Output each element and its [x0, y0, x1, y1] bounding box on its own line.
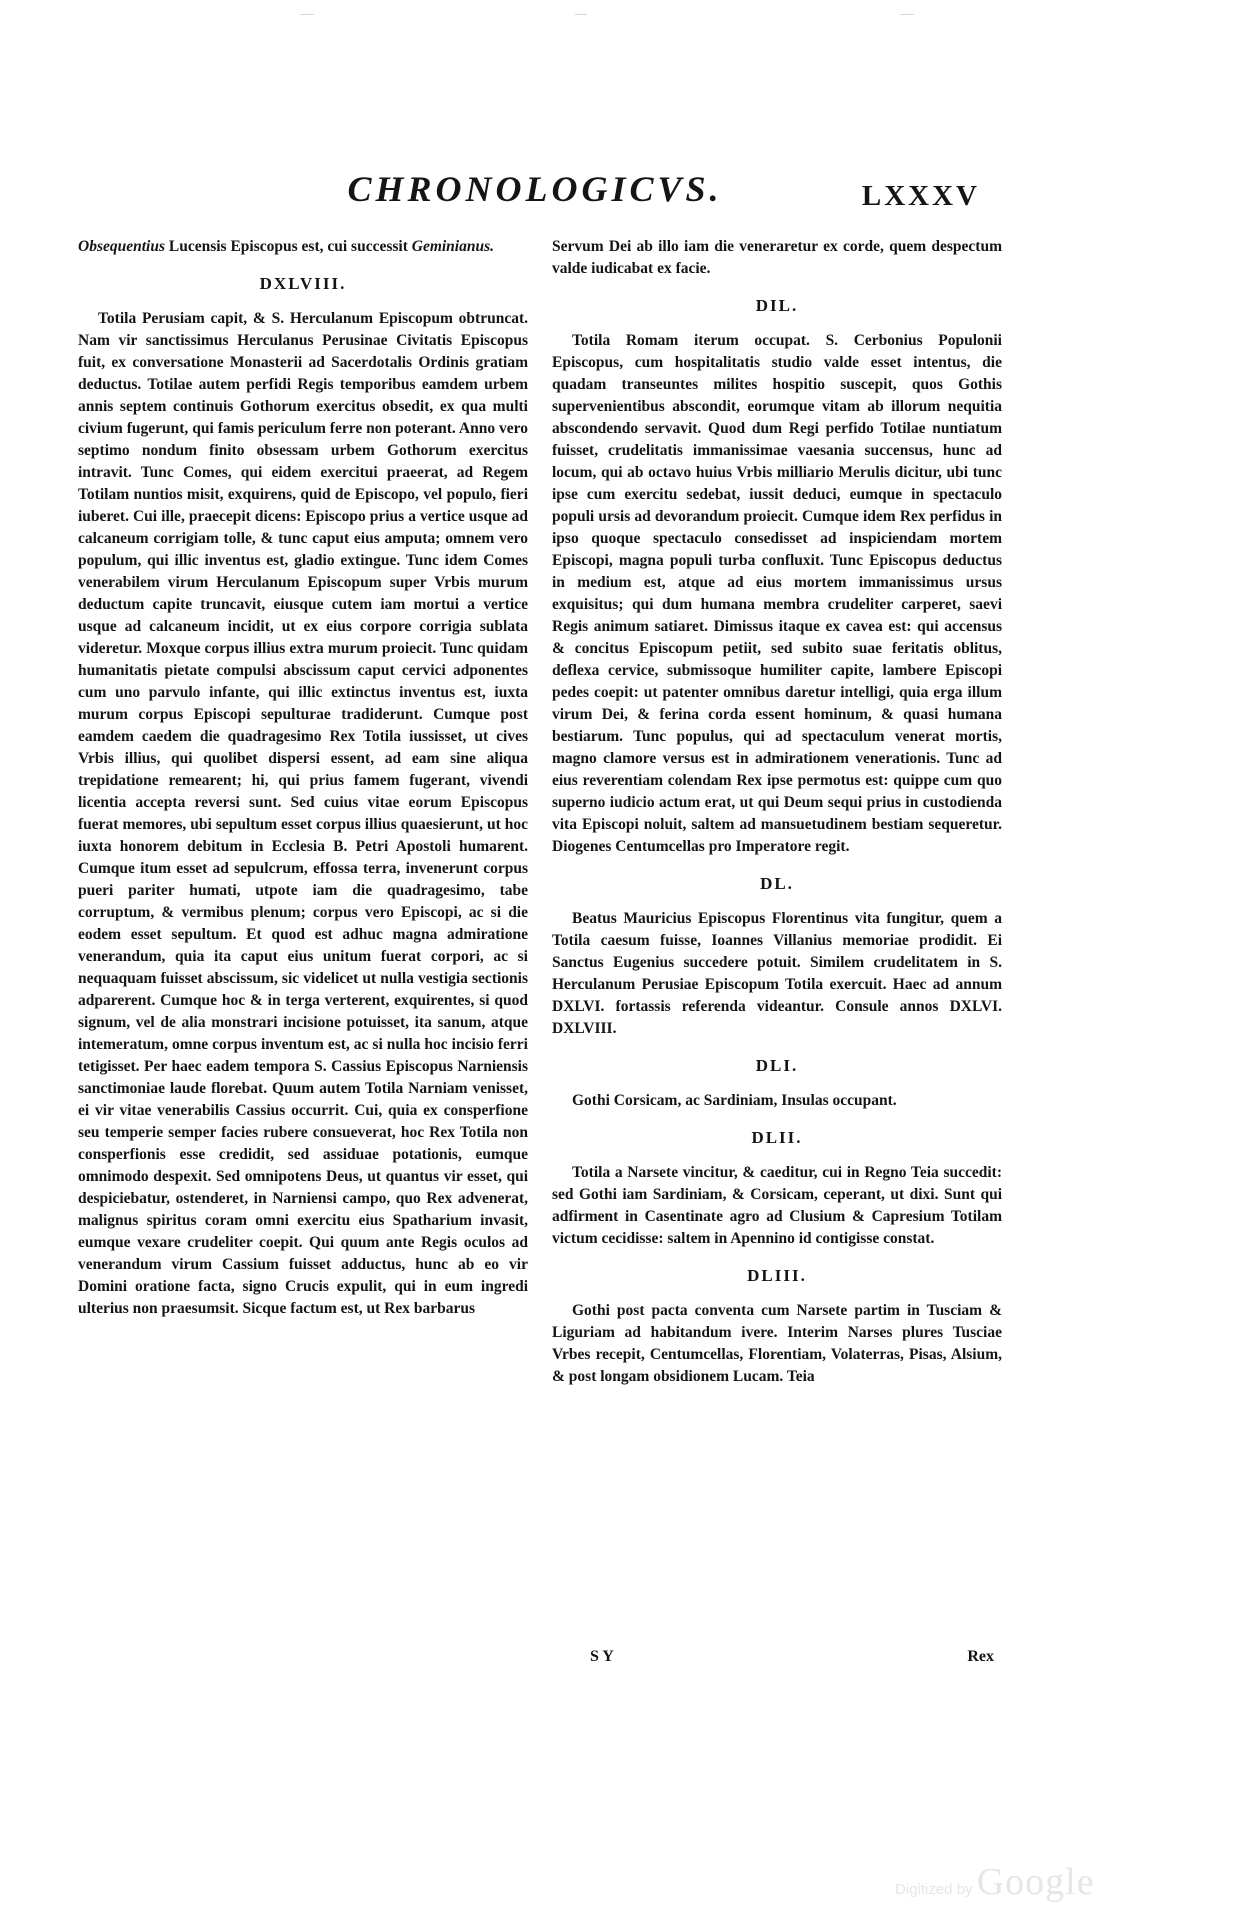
left-column: [78, 236, 528, 1320]
bishop-name: Obsequentius: [78, 238, 165, 255]
section-heading: DIL.: [755, 296, 799, 315]
watermark-brand: Google: [976, 1861, 1095, 1903]
section-body: Totila Perusiam capit, & S. Herculanum Episcopum obtruncat. Nam vir sanctissimus Herculanus Perusinae Civitatis Episcopus fuit, ex conversatione Monasterii ad Sacerdotalis Ordinis gratiam deductus. Totilae autem perfidi Regis temporibus eamdem urbem annis septem continuis Gothorum exercitus obsedit, ex qua multi civium fugerunt, qui famis periculum ferre non poterant. Anno vero septimo nondum finito obsessam urbem Gothorum exercitus intravit. Tunc Comes, qui eidem exercitui praeerat, ad Regem Totilam nuntios misit, exquirens, quid de Episcopo, vel populo, fieri iuberet. Cui ille, praecepit dicens: Episcopo prius a vertice usque ad calcaneum corrigiam tolle, & tunc caput eius amputa; omnem vero populum, qui illic inventus est, gladio extingue. Tunc idem Comes venerabilem virum Herculanum Episcopum super Vrbis murum deductum capite truncavit, eiusque cutem iam mortui a vertice usque ad calcaneum incidit, ut ex eius corpore corrigia sublata videretur. Moxque corpus illius extra murum proiecit. Tunc quidam humanitatis pietate compulsi abscissum caput cervici adponentes cum uno parvulo infante, qui illic extinctus inventus est, iuxta murum corpus Episcopi sepulturae tradiderunt. Cumque post eamdem caedem die quadragesimo Rex Totila iussisset, ut cives Vrbis illius, qui quolibet dispersi essent, ad eam sine aliqua trepidatione remearent; hi, qui prius famem fugerant, vivendi licentia accepta reversi sunt. Sed cuius vitae eorum Episcopus fuerat memores, ubi sepultum esset corpus illius quaesierunt, ut hoc iuxta honorem debitum in Ecclesia B. Petri Apostoli humarent. Cumque itum esset ad sepulcrum, effossa terra, invenerunt corpus pueri pariter humati, utpote iam die quadragesimo, tabe corruptum, & vermibus plenum; corpus vero Episcopi, ac si die eodem esset sepultum. Et quod est adhuc magna admiratione venerandum, quia ita caput eius unitum fuerat corpori, ac si nequaquam fuisset abscissum, sic videlicet ut nulla vestigia sectionis adparerent. Cumque hoc & in terga verterent, exquirentes, si quod signum, vel de alia monstrari incisione potuisset, ita sanum, atque intemeratum, omne corpus inventum est, ac si nulla hoc incisio ferri tetigisset. Per haec eadem tempora S. Cassius Episcopus Narniensis sanctimoniae laude florebat. Quum autem Totila Narniam venisset, ei vir vitae venerabilis Cassius occurrit. Cui, quia ex consperfione seu temperie semper facies rubere consueverat, hoc Rex Totila non consperfionis esse credidit, sed assiduae potationis, eumque omnimodo despexit. Sed omnipotens Deus, ut quantus vir esset, qui despiciebatur, ostenderet, in Narniensi campo, quo Rex advenerat, malignus spiritus coram omni exercitu eius Spatharium invasit, eumque vexare crudeliter coepit. Qui quum ante Regis oculos ad venerandum virum Cassium fuisset adductus, hunc ab eo vir Domini oratione facta, signo Crucis expulit, qui in eum ingredi ulterius non praesumsit. Sicque factum est, ut Rex barbarus: [78, 310, 528, 1317]
section-heading: DL.: [760, 874, 794, 893]
scan-mark: [300, 14, 314, 15]
section-body: Beatus Mauricius Episcopus Florentinus vita fungitur, quem a Totila caesum fuisse, Ioannes Villanius memoriae prodidit. Ei Sanctus Eugenius succedere potuit. Similem crudelitatem in S. Herculanum Perusiae Episcopum Totila exercuit. Haec ad annum DXLVI. fortassis referenda videantur. Consule annos DXLVI. DXLVIII.: [552, 910, 1002, 1037]
section-body: Totila a Narsete vincitur, & caeditur, cui in Regno Teia succedit: sed Gothi iam Sardiniam, & Corsicam, ceperant, ut dixi. Sunt qui adfirment in Casentinate agro ad Clusium & Capresium Totilam victum cecidisse: saltem in Apennino id contigisse constat.: [552, 1164, 1002, 1247]
watermark-prefix: Digitized by: [895, 1881, 973, 1898]
successor-name: Geminianus.: [411, 238, 495, 255]
page-number: LXXXV: [861, 180, 980, 212]
section-body: Totila Romam iterum occupat. S. Cerbonius Populonii Episcopus, cum hospitalitatis studio valde esset intentus, die quadam transeuntes milites hospitio suscepit, quos Gothis supervenientibus abscondit, eorumque vitam ab illorum nequitia abscondendo servavit. Quod dum Regi perfido Totilae nuntiatum fuisset, crudelitatis immanissimae vaesania succensus, hunc ad locum, qui ab octavo huius Vrbis milliario Merulis dicitur, ubi tunc ipse cum exercitu sedebat, iussit deduci, eumque in spectaculo populi ursis ad devorandum proiecit. Cumque idem Rex perfidus in ipso quoque spectaculo consedisset ad inspiciendam mortem Episcopi, magna populi turba confluxit. Tunc Episcopus deductus in medium est, atque ad eius mortem immanissimus ursus exquisitus; qui dum humana membra crudeliter carperet, saevi Regis animum satiaret. Dimissus itaque ex cavea est: qui accensus & concitus Episcopum petiit, sed subito suae feritatis oblitus, deflexa cervice, submissoque humiliter capite, lambere Episcopi pedes coepit: ut patenter omnibus daretur intelligi, quia erga illum virum Dei, & ferina corda essent hominum, & quasi humana bestiarum. Tunc populus, qui ad spectaculum venerat mortis, magno clamore versus est in admirationem venerationis. Tunc ad eius reverentiam colendam Rex ipse permotus est: quippe cum quo superno iudicio actum erat, ut qui Deum sequi prius in custodienda vita Episcopi noluit, saltem ad mansuetudinem bestiam sequeretur. Diogenes Centumcellas pro Imperatore regit.: [552, 332, 1002, 855]
intro-paragraph: [78, 236, 528, 258]
section-body: Gothi post pacta conventa cum Narsete partim in Tusciam & Liguriam ad habitandum ivere. Interim Narses plures Tusciae Vrbes recepit, Centumcellas, Florentiam, Volaterras, Pisas, Alsium, & post longam obsidionem Lucam. Teia: [552, 1302, 1002, 1385]
section-heading: DLIII.: [747, 1266, 807, 1285]
scan-mark: [575, 14, 587, 15]
section-body: Gothi Corsicam, ac Sardiniam, Insulas occupant.: [572, 1092, 897, 1109]
section-heading: DLI.: [755, 1056, 799, 1075]
signature-mark: S Y: [590, 1648, 614, 1665]
running-title: CHRONOLOGICVS.: [347, 169, 723, 209]
intro-text: Lucensis Episcopus est, cui successit: [168, 238, 408, 255]
digitization-watermark: [895, 1860, 1095, 1904]
page-footer: [552, 1648, 1002, 1670]
section-heading: DXLVIII.: [259, 274, 347, 293]
right-column: [552, 236, 1002, 1388]
catchword: Rex: [967, 1648, 994, 1665]
section-heading: DLII.: [751, 1128, 803, 1147]
continued-paragraph: Servum Dei ab illo iam die veneraretur ex corde, quem despectum valde iudicabat ex facie.: [552, 238, 1002, 277]
scan-mark: [900, 14, 914, 15]
